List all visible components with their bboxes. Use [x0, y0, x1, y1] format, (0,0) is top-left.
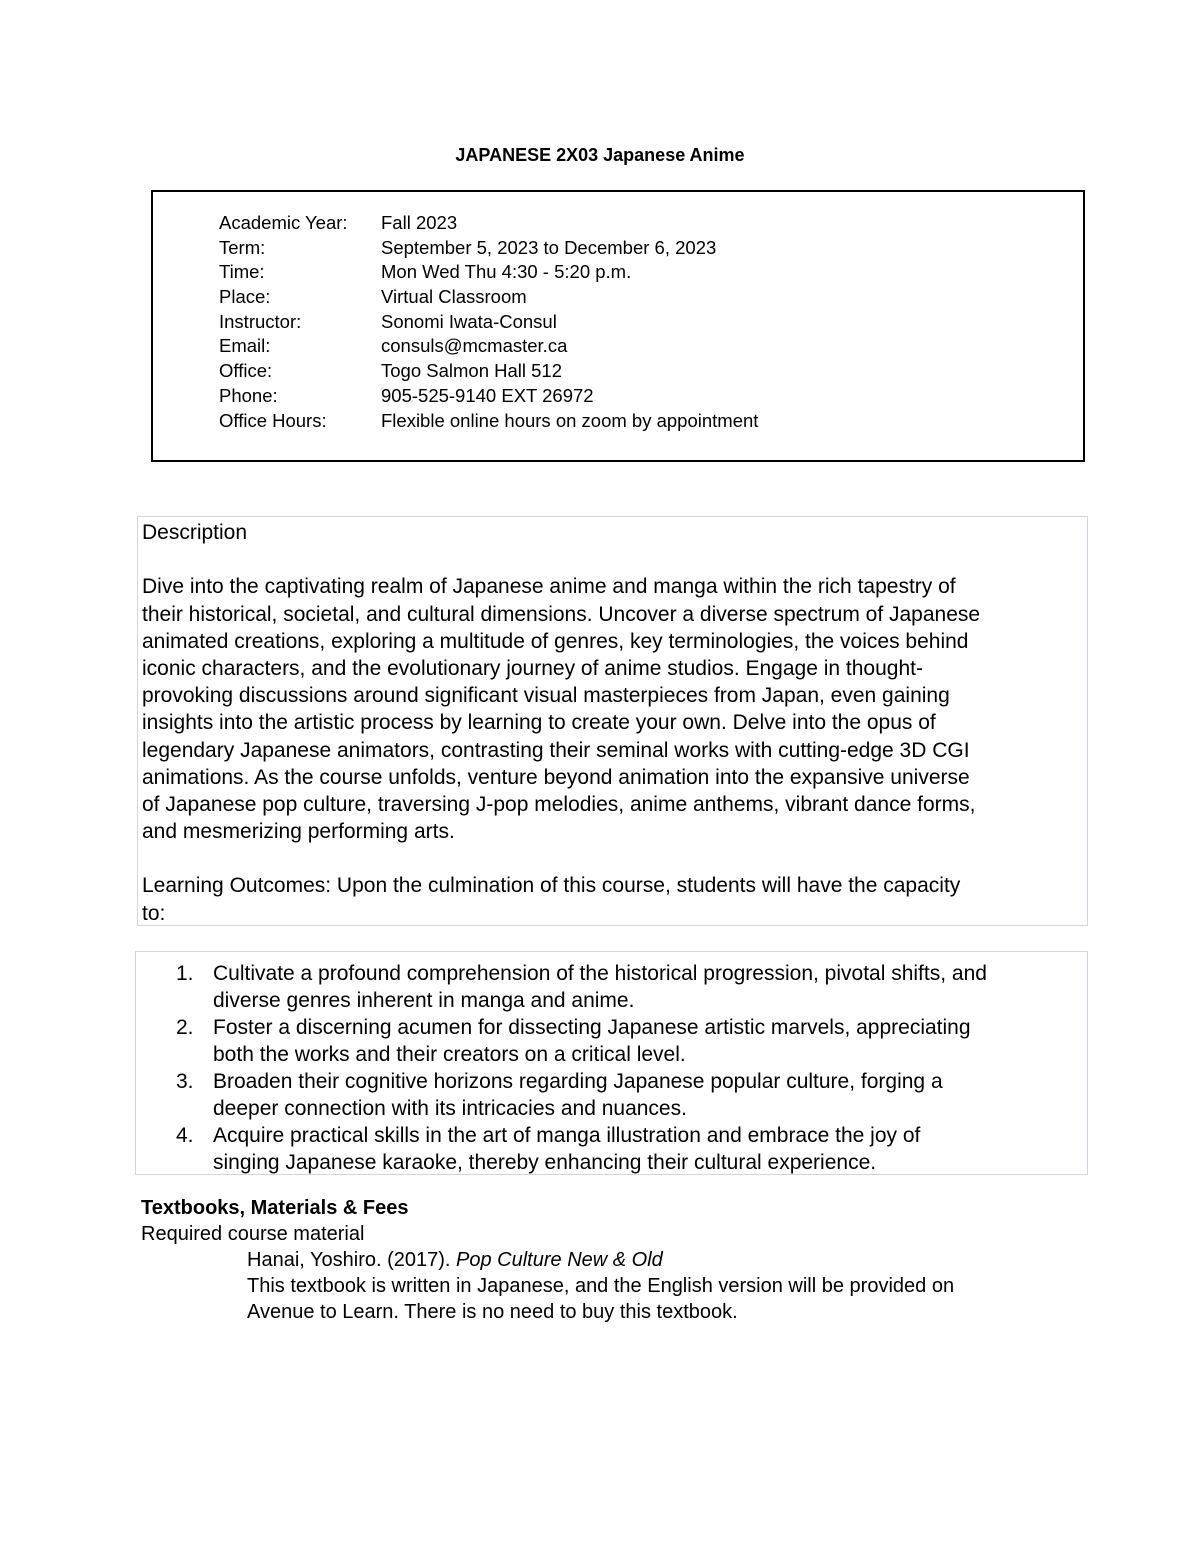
outcomes-intro-line: Learning Outcomes: Upon the culmination of this course, students will have the capacity: [142, 874, 961, 898]
outcome-line: deeper connection with its intricacies and nuances.: [213, 1097, 687, 1120]
info-value: September 5, 2023 to December 6, 2023: [381, 236, 717, 258]
info-value: Virtual Classroom: [381, 286, 527, 308]
description-line: legendary Japanese animators, contrasting their seminal works with cutting-edge 3D CGI: [142, 738, 970, 762]
info-value: Flexible online hours on zoom by appointment: [381, 409, 759, 431]
description-line: iconic characters, and the evolutionary journey of anime studios. Engage in thought-: [142, 656, 923, 680]
outcome-item: [136, 1068, 1087, 1122]
outcome-number: 4.: [176, 1124, 194, 1147]
outcome-item: [136, 960, 1087, 1014]
description-heading: Description: [142, 521, 248, 544]
outcome-line: Broaden their cognitive horizons regarding Japanese popular culture, forging a: [213, 1070, 943, 1093]
info-value: consuls@mcmaster.ca: [381, 335, 568, 357]
citation-author: Hanai, Yoshiro. (2017).: [247, 1249, 457, 1271]
description-line: animated creations, exploring a multitude of genres, key terminologies, the voices behind: [142, 629, 969, 653]
description-line: their historical, societal, and cultural dimensions. Uncover a diverse spectrum of Japanese: [142, 602, 981, 626]
course-title: JAPANESE 2X03 Japanese Anime: [455, 145, 745, 165]
info-label: Phone:: [219, 384, 278, 406]
info-label: Academic Year:: [219, 212, 348, 233]
description-line: of Japanese pop culture, traversing J-pop melodies, anime anthems, vibrant dance forms,: [142, 792, 976, 816]
info-row: [219, 310, 1083, 335]
outcome-item: [136, 1122, 1087, 1176]
outcome-line: both the works and their creators on a critical level.: [213, 1043, 686, 1066]
textbook-note-line: This textbook is written in Japanese, and the English version will be provided on: [247, 1275, 955, 1297]
info-row: [219, 384, 1083, 409]
description-line: insights into the artistic process by learning to create your own. Delve into the opus of: [142, 711, 936, 735]
info-label: Instructor:: [219, 310, 302, 332]
textbooks-subheading: Required course material: [141, 1223, 365, 1245]
description-line: animations. As the course unfolds, venture beyond animation into the expansive universe: [142, 765, 970, 789]
info-label: Email:: [219, 335, 271, 357]
textbooks-section: [141, 1195, 1200, 1325]
info-label: Term:: [219, 236, 266, 258]
description-line: provoking discussions around significant visual masterpieces from Japan, even gaining: [142, 684, 950, 708]
outcome-line: Acquire practical skills in the art of manga illustration and embrace the joy of: [213, 1124, 921, 1147]
info-row: [219, 409, 1083, 434]
info-row: [219, 260, 1083, 285]
outcome-line: Cultivate a profound comprehension of the historical progression, pivotal shifts, and: [213, 962, 987, 985]
outcome-line: diverse genres inherent in manga and anime.: [213, 989, 635, 1012]
info-row: [219, 359, 1083, 384]
info-value: Fall 2023: [381, 212, 458, 233]
course-info-box: [151, 190, 1085, 462]
citation-title: Pop Culture New & Old: [456, 1249, 663, 1271]
outcome-line: Foster a discerning acumen for dissecting Japanese artistic marvels, appreciating: [213, 1016, 971, 1039]
outcome-number: 2.: [176, 1016, 194, 1039]
outcome-line: singing Japanese karaoke, thereby enhancing their cultural experience.: [213, 1151, 877, 1174]
description-line: and mesmerizing performing arts.: [142, 820, 455, 844]
description-box: [137, 516, 1088, 926]
info-label: Time:: [219, 261, 265, 283]
textbook-note-line: Avenue to Learn. There is no need to buy this textbook.: [247, 1301, 738, 1323]
info-row: [219, 334, 1083, 359]
info-label: Place:: [219, 286, 271, 308]
description-line: Dive into the captivating realm of Japanese anime and manga within the rich tapestry of: [142, 575, 956, 599]
info-row: [219, 236, 1083, 261]
info-label: Office Hours:: [219, 409, 327, 431]
info-row: [219, 211, 1083, 236]
outcome-number: 1.: [176, 962, 194, 985]
outcome-number: 3.: [176, 1070, 194, 1093]
textbook-citation: [247, 1247, 1200, 1273]
info-label: Office:: [219, 360, 273, 382]
outcomes-intro-line: to:: [142, 901, 166, 925]
info-value: Mon Wed Thu 4:30 - 5:20 p.m.: [381, 261, 632, 283]
outcome-item: [136, 1014, 1087, 1068]
info-value: Sonomi Iwata-Consul: [381, 310, 557, 332]
textbooks-heading: Textbooks, Materials & Fees: [141, 1197, 409, 1219]
info-value: 905-525-9140 EXT 26972: [381, 384, 594, 406]
info-row: [219, 285, 1083, 310]
outcomes-box: [135, 951, 1088, 1175]
info-value: Togo Salmon Hall 512: [381, 360, 562, 382]
